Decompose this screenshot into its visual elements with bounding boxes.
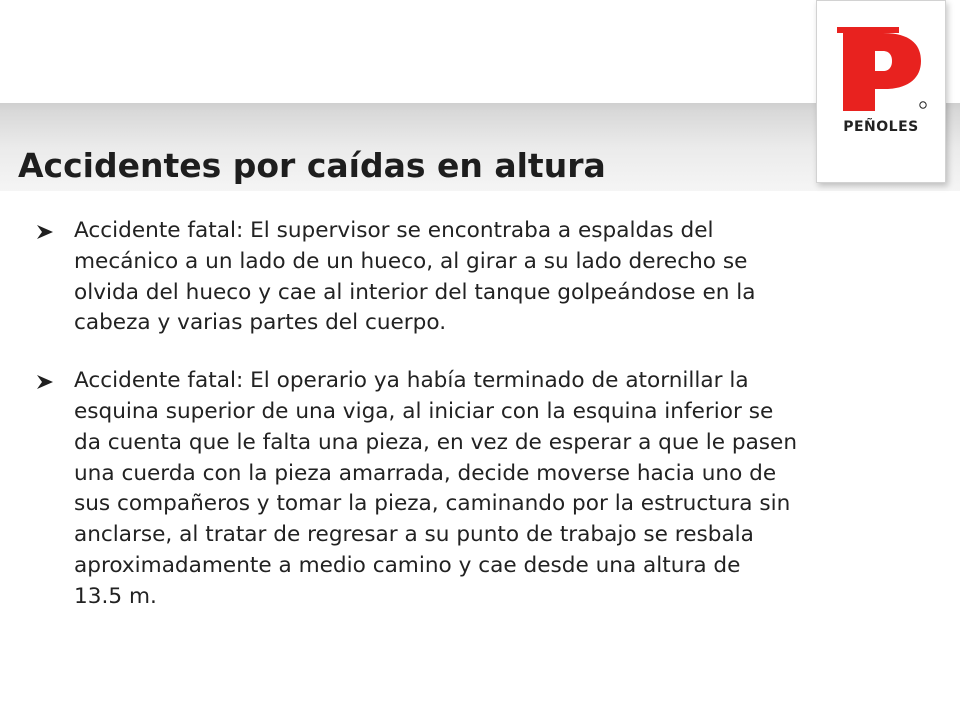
bullet-line: sus compañeros y tomar la pieza, caminando por la estructura sin bbox=[74, 491, 791, 517]
bullet-item bbox=[36, 366, 926, 612]
bullet-line: mecánico a un lado de un hueco, al girar a su lado derecho se bbox=[74, 248, 748, 274]
bullet-line: aproximadamente a medio camino y cae desde una altura de bbox=[74, 552, 741, 578]
bullet-line: Accidente fatal: El supervisor se encontraba a espaldas del bbox=[74, 218, 714, 243]
bullet-line: esquina superior de una viga, al iniciar con la esquina inferior se bbox=[74, 398, 774, 424]
bullet-item bbox=[36, 216, 926, 339]
bullet-line: 13.5 m. bbox=[74, 583, 157, 609]
logo-card bbox=[816, 0, 946, 183]
bullet-line: olvida del hueco y cae al interior del tanque golpeándose en la bbox=[74, 279, 756, 305]
bullet-line: Accidente fatal: El operario ya había terminado de atornillar la bbox=[74, 368, 749, 394]
bullet-line: cabeza y varias partes del cuerpo. bbox=[74, 310, 447, 336]
bullet-list bbox=[36, 216, 926, 613]
arrow-bullet-icon bbox=[36, 374, 54, 390]
arrow-bullet-icon bbox=[36, 224, 54, 240]
bullet-line: una cuerda con la pieza amarrada, decide moverse hacia uno de bbox=[74, 460, 777, 486]
bullet-line: anclarse, al tratar de regresar a su punto de trabajo se resbala bbox=[74, 522, 754, 548]
slide-title: Accidentes por caídas en altura bbox=[18, 146, 606, 185]
penoles-logo-icon bbox=[837, 19, 927, 115]
bullet-line: da cuenta que le falta una pieza, en vez de esperar a que le pasen bbox=[74, 429, 798, 455]
logo-wordmark: PEÑOLES bbox=[843, 119, 919, 135]
